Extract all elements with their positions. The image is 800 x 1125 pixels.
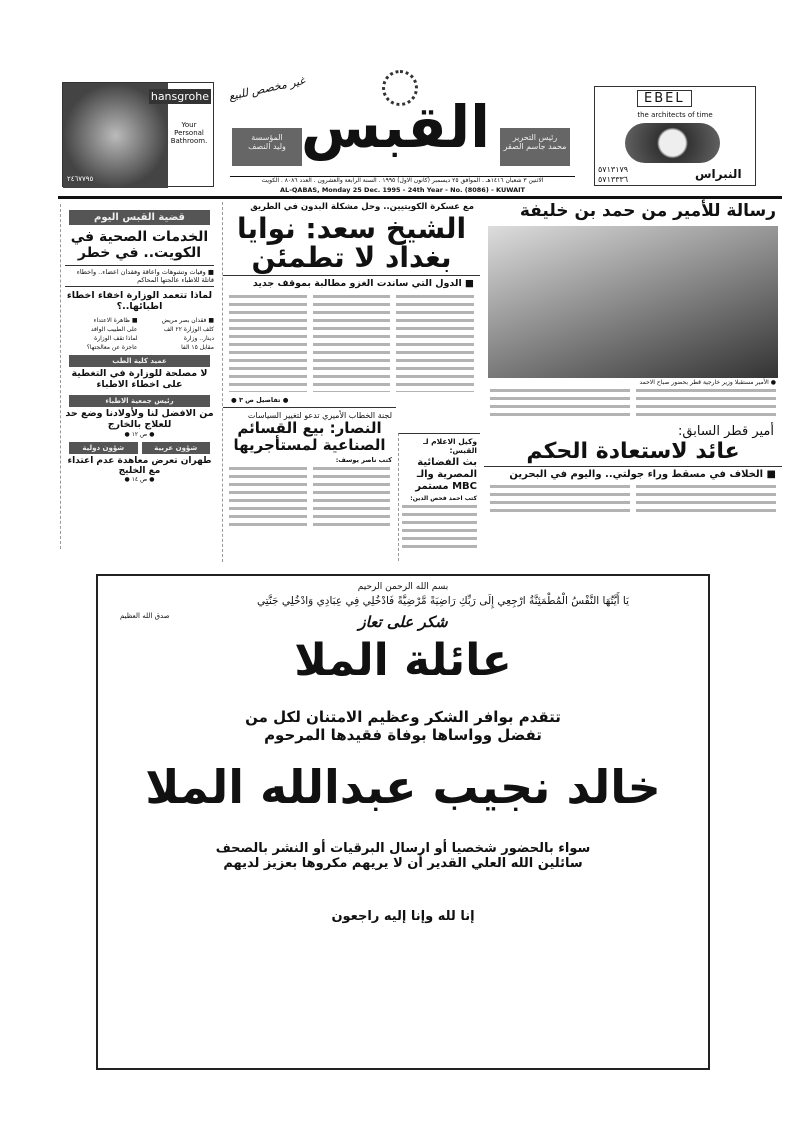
summary: ■ الدول التي ساندت الغزو مطالبة بموقف جديد [223,275,480,291]
ad-brand: EBEL [637,90,692,107]
box-line: وليد النصف [248,142,286,151]
ad-brand: hansgrohe [150,90,209,103]
sadaqa: صدق الله العظيم [120,612,170,620]
section-band: عميد كلية الطب [69,355,210,367]
logo: القبس [300,93,490,161]
page-ref: ● ص ١٤ ● [124,476,155,484]
text-line: تتقدم بوافر الشكر وعظيم الامتنان لكل من [245,708,561,726]
not-for-sale: غير مخصص للبيع [227,74,307,103]
text-column [229,467,307,531]
section-band: رئيس جمعية الاطباء [69,395,210,407]
bullet-list [65,317,214,351]
byline: كتب ناصر يوسف: [335,456,392,465]
main-headline: الشيخ سعد: نوايا بغداد لا تطمئن [236,212,467,275]
box-line: محمد جاسم الصقر [503,142,567,151]
text-column [229,295,307,392]
band-row [69,442,210,454]
text-column [490,485,630,517]
text-column [402,505,477,549]
bullet: لماذا تقف الوزارة [94,335,138,343]
editor-box [232,128,302,166]
side-headline: بث الفضائية المصرية والـ MBC مستمر [415,457,477,492]
date-english: AL-QABAS, Monday 25 Dec. 1995 - 24th Year - No. (8086) - KUWAIT [280,186,525,194]
hansgrohe-ad [62,82,214,187]
text-column [636,389,776,420]
bullet: ■ فقدان بصر مريض [161,317,214,325]
text-column [490,389,630,420]
text-column [313,295,391,392]
text-column [636,485,776,517]
article-body [223,464,396,534]
bullet: ■ ظاهرة الاعتداء [93,317,138,325]
section-band: قضية القبس اليوم [69,210,210,225]
article-body [223,291,480,396]
masthead-rule [58,196,782,199]
closing: إنا لله وإنا إليه راجعون [331,908,475,924]
ad-dealer: النبراس [695,167,742,181]
headline: رسالة للأمير من حمد بن خليفة [519,201,776,221]
section-band: شؤون عربية [142,442,211,454]
headline: الخدمات الصحية في الكويت.. في خطر [70,229,209,262]
side-byline: كتب احمد فحص الدين: [410,495,477,502]
news-photo [488,226,778,378]
ad-phone: ٥٧١٣١٧٩ [598,165,629,174]
bullet: عاجزة عن معالجتها؟ [86,344,138,352]
family-name: عائلة الملا [294,635,512,686]
ad-tagline: the architects of time [637,111,713,119]
side-kicker: وكيل الاعلام لـ القبس: [423,437,477,455]
date-arabic: الاثنين ٣ شعبان ١٤١٦هـ . الموافق ٢٥ ديسمبر (كانون الاول) ١٩٩٥ . السنة الرابعة والعشرون . العدد ٨٠٨٦ . الكويت [261,177,544,184]
watch-image [625,123,720,163]
bullet: دينار.. وزارة [183,335,214,343]
basmala: بسم الله الرحمن الرحيم [357,582,449,592]
chief-editor-box [500,128,570,166]
headline: النصار: بيع القسائم الصناعية لمستأجريها [233,418,386,455]
details-ref: ● تفاصيل ص ٣ ● [231,395,289,404]
ad-phone: ٥٧١٣٣٣٦ [598,175,629,184]
bullet: كلف الوزارة ٢٢ الف [163,326,214,334]
article-body [484,482,782,520]
box-line: رئيس التحرير [512,133,558,142]
summary: ■ وفيات وتشوهات واعاقة وفقدان اعضاء.. واخطاء قاتلة للاطباء عالجتها المحاكم [65,265,214,287]
kicker: أمير قطر السابق: [678,423,774,439]
page-ref: ● ص ١٢ ● [124,430,155,438]
kicker: لجنة الخطاب الأميري تدعو لتغيير السياسات [223,407,396,420]
text-column [313,467,391,531]
bullet: مقابل ١٥ الفا [181,344,214,352]
thanks-title: شكر على تعاز [358,613,448,631]
ad-tagline: Your Personal Bathroom. [170,121,208,145]
text-line: سواء بالحضور شخصيا أو ارسال البرقيات أو النشر بالصحف [215,840,591,856]
box-line: المؤسسة [251,133,283,142]
subheadline: لماذا تتعمد الوزارة اخفاء اخطاء اطبائها..؟ [66,290,213,313]
right-column [484,202,782,562]
deceased-name: خالد نجيب عبدالله الملا [145,760,661,814]
photo-caption: ● الأمير مستقبلا وزير خارجية قطر بحضور صباح الاحمد [639,378,776,386]
headline: لا مصلحة للوزارة في التغطية على اخطاء الاطباء [71,368,208,390]
article-body [484,387,782,422]
bullet: على الطبيب الوافد [90,326,138,334]
text-line: سائلين الله العلي القدير أن لا يريهم مكروها بعزيز لديهم [223,855,583,871]
summary: ■ الخلاف في مسقط وراء جولتي.. واليوم في البحرين [484,466,782,482]
left-column [60,204,218,549]
kicker: مع عسكرة الكويتيين.. وحل مشكلة البدون في الطريق [250,202,474,212]
quran-verse: يَا أَيَّتُهَا النَّفْسُ الْمُطْمَئِنَّةُ ارْجِعِي إِلَى رَبِّكِ رَاضِيَةً مَّرْضِيَّةً فَادْخُلِي فِي عِبَادِي وَادْخُلِي جَنَّتِي [256,595,630,607]
headline: من الافضل لنا ولأولادنا وضع حد للعلاج بالخارج [65,407,214,430]
section-band: شؤون دولية [69,442,138,454]
side-article [398,433,480,561]
ad-phone: ٢٤٦٧٧٩٥ [67,175,94,183]
condolence-ad [96,574,710,1070]
text-column [396,295,474,392]
text-line: تفضل وواساها بوفاة فقيدها المرحوم [264,726,542,744]
ebel-ad [594,86,756,186]
headline: طهران تعرض معاهدة عدم اعتداء مع الخليج [67,455,212,477]
headline: عائد لاستعادة الحكم [526,438,740,464]
